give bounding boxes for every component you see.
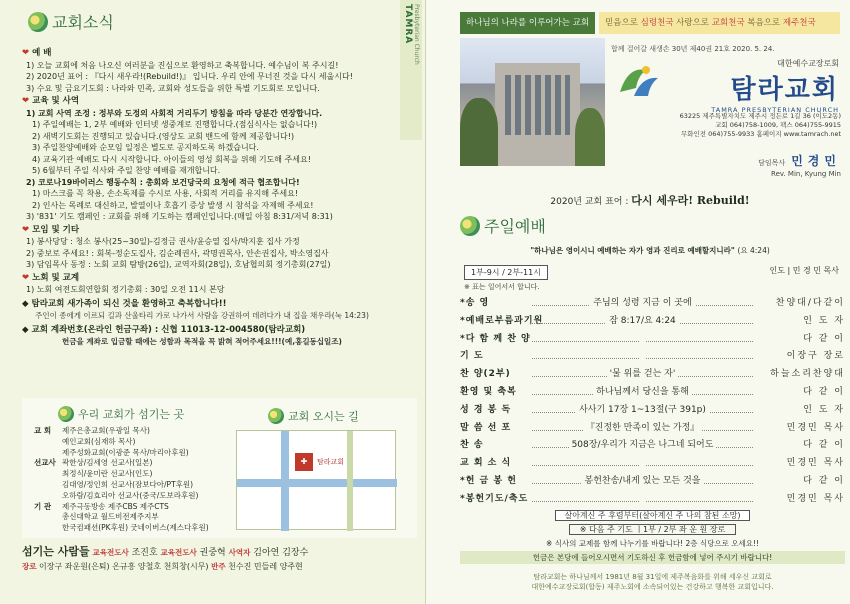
order-row: *다 함 께 찬 양 다 같 이 [460, 331, 845, 349]
slogan-left: 하나님의 나라를 이루어가는 교회 [460, 12, 595, 34]
fold-strip [400, 0, 422, 140]
order-row: *예배로부름과기원 잠 8:17/요 4:24 인 도 자 [460, 313, 845, 331]
news-item: 2) 2020년 표어 : 『다시 새우라!(Rebuild!)』 입니다. 우리 안에 무너진 것을 다시 세웁시다! [26, 72, 353, 81]
news-item: 1) 노회 여전도회연합회 정기총회 : 30일 오전 11시 본당 [26, 285, 225, 294]
church-pin-icon: ✚ [295, 453, 313, 471]
mission-group: 한국컴패션(PK후원) 굿네이버스(제스다후원) [62, 523, 209, 533]
heart-icon: ❤ [22, 96, 30, 106]
church-name: 탐라교회 [730, 75, 839, 105]
news-block [22, 46, 382, 348]
slogan-bar [460, 12, 840, 34]
news-subitem: 3) 주일찬양예배와 순모임 일정은 별도로 공지하도록 하겠습니다. [32, 143, 259, 152]
service-note: ※ 표는 일어서서 합니다. [464, 283, 540, 291]
order-row: *송 영 주님의 성령 지금 이 곳에 찬양대/다같이 [460, 295, 845, 313]
mission-group: 예인교회(심재하 목사) [62, 436, 136, 446]
welcome-line: ◆ 탐라교회 새가족이 되신 것을 환영하고 축복합니다!! [22, 298, 227, 309]
news-subitem: 1) 주일예배는 1, 2부 예배와 인터넷 생중계로 진행합니다.(점심식사는 없습니다!) [32, 120, 318, 129]
benediction-hymn: 살아계신 주 후렴부터(살아계신 주 나의 참된 소망) [460, 510, 845, 521]
map-road [281, 431, 289, 531]
church-logo-icon [58, 406, 74, 422]
order-row: 기 도 이장구 장로 [460, 348, 845, 366]
mission-group: 총신대학교 월드비전제주지부 [62, 512, 159, 522]
church-logo-icon [616, 62, 662, 102]
order-row: 말 씀 선 포 『진정한 만족이 있는 가정』 민경민 목사 [460, 420, 845, 438]
service-times: 1부-9시 / 2부-11시 [464, 265, 548, 280]
tree [460, 98, 498, 166]
news-item: 2) 중보로 주세요! : 회복-정순도집사, 김순례권사, 곽명권목사, 안손권집사, 박소영집사 [26, 248, 329, 258]
presbytery-heading: ❤ 노회 및 교계 [22, 272, 80, 283]
service-info [464, 265, 839, 292]
news-item: 1) 교회 사역 조정 : 정부와 도정의 사회적 거리두기 방침을 따라 당분간 연장합니다. [26, 108, 323, 118]
mission-group: 제주성화교회(이광준 목사/마리아후원) [62, 447, 189, 457]
fold-sub: Presbyterian Church [413, 4, 420, 65]
order-row: *헌 금 봉 헌 봉헌찬송/내게 있는 모든 것을 다 같 이 [460, 473, 845, 491]
founding-note: 탐라교회는 하나님께서 1981년 8월 31일에 제주복음화를 위해 세우신 교회로 대한예수교장로회(합동) 제주노회에 소속되어있는 건강하고 행복한 교회입니다. [531, 573, 774, 591]
pastor-block: 담임목사 민경민 Rev. Min, Kyung Min [758, 154, 841, 178]
servants-title: 섬기는 사람들 [22, 545, 90, 558]
order-of-worship [460, 295, 845, 564]
meal-note: ※ 식사의 교제를 함께 나누기를 바랍니다! 2층 식당으로 오세요!! [545, 538, 760, 548]
meetings-heading: ❤ 모임 및 기타 [22, 224, 80, 235]
service-leader: 인도 | 민 경 민 목사 [769, 266, 839, 275]
theme-verse: "하나님은 영이시니 예배하는 자가 영과 진리로 예배할지니라" (요 4:24) [530, 246, 770, 255]
mission-group: 기 관 제주극동방송 제주CBS 제주CTS [34, 501, 169, 511]
offering-note: 헌금은 본당에 들어오시면서 기도하신 후 헌금함에 넣어 주시기 바랍니다! [460, 551, 845, 564]
worship-title: 주일예배 [484, 217, 546, 236]
mission-group: 오하람/김효리아 선교사(중국/도보라후원) [62, 490, 199, 500]
heart-icon: ❤ [22, 48, 30, 58]
fold-label: TAMRA [403, 4, 413, 45]
servants-line: 섬기는 사람들 교육전도사 조진호 교육전도사 권중혁 사역자 김아연 김장수 [22, 545, 309, 558]
map-road [347, 431, 353, 531]
map-road [237, 479, 397, 487]
worship-header [460, 214, 546, 237]
news-subitem: 1) 마스크를 꼭 착용, 손소독제를 수시로 사용, 사회적 거리를 유지해 주세요! [32, 189, 299, 198]
order-row: 성 경 봉 독 사사기 17장 1~13절(구 391p) 인 도 자 [460, 402, 845, 420]
right-page [425, 0, 850, 604]
order-row: 환영 및 축복 하나님께서 당신을 통해 다 같 이 [460, 384, 845, 402]
tree [575, 108, 605, 166]
missions-list [22, 426, 232, 534]
education-heading: ❤ 교육 및 사역 [22, 96, 80, 106]
order-row: 찬 양(2부) '물 위를 걷는 자' 하늘소리찬양대 [460, 366, 845, 384]
news-item: 2) 코로나19바이러스 행동수칙 : 총회와 보건당국의 요청에 적극 협조합니다! [26, 177, 300, 187]
address-block: 63225 제주특별자치도 제주시 정든로 1길 36 (이도2동) 교회 064)758-1009, 팩스 064)755-9915 무화인전 064)755-9933 홈페이지 www.tamrach.net [679, 112, 841, 138]
church-logo-icon [28, 12, 48, 32]
worship-heading: ❤ 예 배 [22, 48, 52, 58]
news-item: 1) 봉사당당 : 청소 봉사(25~30일)-김정금 권사/윤승열 집사/박지훈 집사 가정 [26, 237, 300, 246]
motto: 2020년 교회 표어 : 다시 세우라! Rebuild! [550, 194, 750, 207]
news-subitem: 5) 6월부터 주일 식사와 주일 찬양 예배를 재개합니다. [32, 166, 221, 175]
welcome-verse: 주인이 종에게 이르되 길과 산울타리 가로 나가서 사람을 강권하여 데려다가 내 집을 채우라(눅 14:23) [35, 311, 369, 320]
church-logo-icon [460, 216, 480, 236]
order-row: 교 회 소 식 민경민 목사 [460, 455, 845, 473]
news-item: 3) '831' 기도 캠페인 : 교회를 위해 기도하는 캠페인입니다.(매일 아침 8:31/저녁 8:31) [26, 212, 333, 221]
missions-header [58, 406, 417, 422]
issue-info: 합께 걸어갈 새생손 30년 제40권 21호 2020. 5. 24. [611, 45, 775, 53]
directions-map [236, 430, 396, 530]
news-item: 1) 오늘 교회에 처음 나오신 여러분을 진심으로 환영하고 축복합니다. 예수님이 복 주시길! [26, 60, 339, 70]
church-building [495, 63, 580, 166]
missions-title: 우리 교회가 섬기는 곳 [78, 408, 185, 421]
map-header [268, 408, 359, 424]
denomination: 대한예수교장로회 [777, 59, 839, 68]
mission-group: 최정식/윤미란 선교사(인도) [62, 469, 153, 479]
map-pin-label: 탐라교회 [317, 458, 345, 466]
news-subitem: 2) 인사는 목례로 대신하고, 발열이나 호흡기 증상 발생 시 참석을 자제해 주세요! [32, 200, 314, 210]
map-title: 교회 오시는 길 [288, 410, 359, 423]
church-name-en: TAMRA PRESBYTERIAN CHURCH [711, 106, 839, 114]
servants-block [22, 545, 417, 574]
church-photo [460, 38, 605, 166]
account-note: 헌금을 계좌로 입금할 때에는 성함과 목적을 꼭 밝혀 적어주세요!!!(예,홍길동십일조) [62, 337, 342, 346]
news-subitem: 2) 새벽기도회는 진행되고 있습니다.(영상도 교회 밴드에 함께 제공합니다!) [32, 131, 295, 141]
heart-icon: ❤ [22, 224, 30, 235]
news-item: 3) 수요 및 금요기도회 : 나라와 민족, 교회와 성도들을 위한 특별 기도회로 모입니다. [26, 83, 320, 93]
mission-group: 선교사 곽한상/김세영 선교사(일본) [34, 458, 153, 468]
account-line: ◆ 교회 계좌번호(온라인 헌금구좌) : 신협 11013-12-004580(탐라교회) [22, 324, 306, 335]
mission-group: 교 회 제주은총교회(우광일 목사) [34, 426, 150, 435]
church-news-header [28, 10, 114, 33]
order-row: 찬 송 508장/우리가 지금은 나그네 되어도 다 같 이 [460, 437, 845, 455]
church-name-block [659, 58, 839, 114]
slogan-right: 믿음으로 심령천국 사랑으로 교회천국 복음으로 제주천국 [599, 12, 840, 34]
heart-icon: ❤ [22, 272, 30, 283]
order-row: *봉헌기도/축도 민경민 목사 [460, 491, 845, 509]
news-item: 3) 담임목사 동정 : 노회 교회 탐방(26일), 교역자회(28일), 호남협의회 정기총회(27일) [26, 260, 331, 269]
mission-group: 김대영/정인희 선교사(잠보다아/PT후원) [62, 479, 194, 489]
news-subitem: 4) 교육기관 예배도 다시 시작합니다. 아이들의 영성 회복을 위해 기도해 주세요! [32, 154, 311, 164]
church-logo-icon [268, 408, 284, 424]
servants-line: 장로 이장구 좌운원(은퇴) 온규흥 양철호 천희창(시무) 반주 천수진 민들레 양주현 [22, 562, 303, 571]
next-week-prayer: ※ 다음 주 기도 ㅣ1부 / 2부 좌 운 원 장로 [460, 524, 845, 535]
church-news-title: 교회소식 [52, 13, 114, 32]
